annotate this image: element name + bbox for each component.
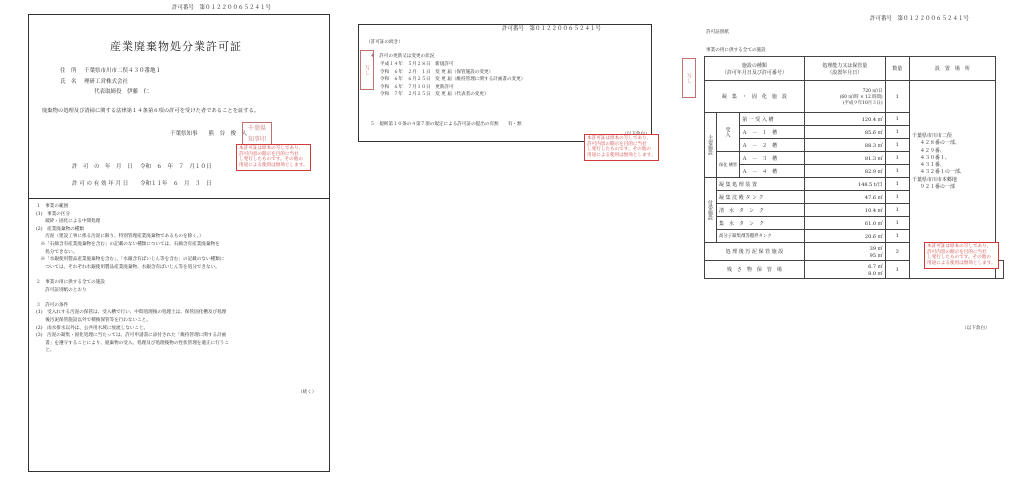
aux-capacity: 47.6 ㎥: [804, 191, 885, 204]
row-after-capacity: 39 ㎡ 95 ㎥: [804, 243, 885, 261]
page2-cont-title: （許可証の続き）: [366, 40, 403, 45]
address-value: 千葉県市川市二俣４３０番地１: [84, 68, 162, 74]
page3-end-note: （以下余白）: [962, 326, 990, 331]
copy-notice-stamp: 本許可証は原本の写しであり、 許可内容の開示を目的に当社 し発行したものです。その他の 用途による使用は無効とします。: [924, 242, 999, 269]
row-after-treatment: 処 理 後 汚 泥 保 管 施 設: [705, 243, 805, 261]
aux-capacity: 148.5 t/日: [804, 178, 885, 191]
condition-line: [36, 295, 229, 303]
valid-date: 令和１１年 ６ 月 ３ 日: [140, 181, 212, 187]
aux-capacity: 61.0 ㎥: [804, 217, 885, 230]
history-title: ４ 許可の更新又は変更の状況: [370, 54, 435, 59]
condition-line: 許可証別紙のとおり: [36, 287, 87, 293]
group-aux: 付帯施設: [705, 178, 717, 243]
row-main-capacity: 720 ㎥/日 (60 ㎥/時 × 12 時間) (平成９年10月３日): [804, 81, 885, 113]
condition-line: ついては、それぞれ水銀使用製品産業廃棄物、水銀含有ばいじん等を処分できない。: [36, 264, 220, 270]
tank-count: 1: [885, 139, 909, 152]
address-label: 住 所: [60, 68, 77, 74]
aux-name: 凝 集 処 理 装 置: [717, 178, 805, 191]
tank-count: 1: [885, 165, 909, 178]
location-line: ９２１番の一部: [919, 183, 955, 190]
history-item: 令和 ７年 ２月２５日 変 更 届（代表者の変更）: [380, 92, 489, 97]
col-count: 数量: [885, 57, 909, 81]
location-line: ４３１番、: [919, 162, 945, 168]
tank-capacity: 85.6 ㎥: [804, 126, 885, 139]
page2-seal: 写し: [360, 50, 374, 90]
tank-name: Ａ － ２ 槽: [740, 139, 805, 152]
tank-count: 1: [885, 152, 909, 165]
condition-line: (1) 受入れする汚泥の保管は、受入槽で行い、中間処理後の処理土は、保管固化槽及び処理: [36, 310, 227, 316]
permit-date-label: 許 可 の 年 月 日: [72, 164, 133, 170]
location-line: ４３２番１の一部、: [919, 169, 965, 176]
condition-line: 処分できない。: [36, 249, 78, 255]
item-5: ５ 規則第１０条の４第７項の規定による許可証の提出の有無 有・無: [370, 122, 522, 127]
condition-line: 書」を遵守することにより、廃棄物の受入、処理及び処理後物の性状管理を適正に行うこ: [36, 340, 229, 346]
aux-name: 清 水 タ ン ク: [717, 204, 805, 217]
tank-capacity: 120.4 ㎥: [804, 113, 885, 126]
location-line: ４３０番１、: [919, 154, 950, 161]
page3-permit-number: 許可番号 第０１２２００６５２４１号: [870, 16, 970, 22]
history-list: [380, 62, 525, 100]
row-main-facility: 凝 集 ・ 固 化 施 設: [705, 81, 805, 113]
condition-line: 後汚泥保管施設以外で積換保管等を行わないこと。: [36, 317, 151, 323]
condition-line: (2) 雨水排水以外は、公共用水域に放流しないこと。: [36, 325, 149, 331]
condition-line: (1) 事業の区分: [36, 211, 71, 217]
row-residue-count: 1: [885, 261, 909, 279]
tank-name: Ａ － ４ 槽: [740, 165, 805, 178]
aux-count: 1: [885, 191, 909, 204]
permit-page-2: [358, 14, 658, 159]
aux-capacity: 20.6 ㎥: [804, 230, 885, 243]
company-name: 理研工営株式会社: [84, 79, 129, 85]
permit-date: 令和 ６ 年 ７ 月１０日: [140, 164, 212, 170]
condition-line: ※「石綿含有産業廃棄物を含む」の記載のない種類については、石綿含有産業廃棄物を: [36, 241, 220, 247]
page3-seal: 写し: [682, 58, 696, 98]
condition-line: と。: [36, 348, 55, 354]
representative: 代表取締役 伊藤 仁: [94, 89, 150, 95]
condition-line: １ 事業の範囲: [36, 204, 69, 209]
col-location: 設 置 場 所: [909, 57, 995, 81]
aux-name: 高分子凝集剤等攪拌タンク: [717, 230, 805, 243]
sub-intake: 受入: [717, 113, 740, 152]
aux-count: 1: [885, 230, 909, 243]
page1-divider: [28, 198, 330, 199]
copy-notice-stamp: 本許可証は原本の写しであり、 許可内容の開示を目的に当社 し発行したものです。その他の 用途による使用は無効とします。: [236, 144, 311, 171]
page3-subheading: 事業の用に供する全ての施設: [706, 48, 766, 53]
tank-count: 1: [885, 126, 909, 139]
history-item: 令和 ６年 ７月１０日 更新許可: [380, 84, 454, 90]
aux-count: 1: [885, 204, 909, 217]
col-capacity: 処理能力又は保管量 （設置年月日）: [804, 57, 885, 81]
aux-count: 1: [885, 217, 909, 230]
condition-line: 汚泥（建設工事に係る汚泥に限り、特別管理産業廃棄物であるものを除く。）: [36, 234, 204, 240]
copy-notice-stamp: 本許可証は原本の写しであり、 許可内容の開示を目的に当社 し発行したものです。その他の 用途による使用は無効とします。: [584, 134, 659, 161]
aux-capacity: 10.4 ㎥: [804, 204, 885, 217]
aux-name: 凝 集 沈 殿 タ ン ク: [717, 191, 805, 204]
name-label: 氏 名: [60, 79, 77, 85]
permit-page-3: [680, 14, 1016, 334]
tank-name: Ａ － ３ 槽: [740, 152, 805, 165]
aux-name: 集 水 タ ン ク: [717, 217, 805, 230]
tank-capacity: 81.3 ㎥: [804, 152, 885, 165]
sub-solid: 保化 槽管: [717, 152, 740, 178]
page1-permit-number: 許可番号 第０１２２００６５２４１号: [172, 5, 272, 11]
group-main: 主要施設: [705, 113, 717, 178]
condition-line: (2) 産業廃棄物の種類: [36, 226, 84, 232]
tank-capacity: 88.3 ㎥: [804, 139, 885, 152]
valid-date-label: 許 可 の 有 効 年 月 日: [72, 181, 129, 187]
col-facility: 施設の種類 （許可年月日及び許可番号）: [705, 57, 805, 81]
page3-heading: 許可証別紙: [706, 30, 729, 35]
permit-statement: 廃棄物の処理及び清掃に関する法律第１４条第６項の許可を受けた者であることを証する。: [42, 108, 260, 114]
continued-note: （続く）: [298, 390, 317, 395]
tank-name: Ａ － １ 槽: [740, 126, 805, 139]
history-item: 令和 ６年 ６月２５日 変 更 届（維持管理に関する計画書の変更）: [380, 77, 526, 82]
history-item: 平成１４年 ５月２８日 新規許可: [380, 62, 454, 67]
permit-page-1: [28, 4, 330, 474]
tank-capacity: 82.9 ㎥: [804, 165, 885, 178]
condition-line: 破砕・固化による中間処理: [36, 219, 101, 225]
location-line: ４２９番、: [919, 147, 945, 154]
condition-line: [36, 272, 229, 280]
condition-line: ３ 許可の条件: [36, 302, 69, 308]
history-item: 令和 ６年 ２月 １日 変 更 届（保管施設の変更）: [380, 69, 494, 75]
location-line: 千葉県市川市二俣: [911, 133, 952, 139]
tank-name: 第 一 受 入 槽: [740, 113, 805, 126]
row-residue-capacity: 6.7 ㎡ 8.0 ㎥: [804, 261, 885, 279]
location-line: 千葉県市川市本郷地: [911, 176, 957, 183]
tank-count: 1: [885, 113, 909, 126]
row-residue: 残 さ 物 保 管 場: [705, 261, 805, 279]
location-line: ４２８番の一部、: [919, 140, 960, 147]
condition-line: ※「水銀使用製品産業廃棄物を含む」、「水銀含有ばいじん等を含む」の記載のない種類に: [36, 257, 225, 263]
governor-seal: 千葉県 知事印: [242, 122, 272, 146]
governor-name: 千葉県知事 熊 谷 俊 人: [170, 131, 248, 137]
page2-permit-number: 許可番号 第０１２２００６５２４１号: [502, 26, 602, 32]
conditions-block: [36, 204, 229, 356]
condition-line: (3) 汚泥の凝集・固化処理に当たっては、許可申請書に添付された「維持管理に関する計画: [36, 333, 227, 339]
row-after-count: 3: [885, 243, 909, 261]
row-main-count: 1: [885, 81, 909, 113]
aux-count: 1: [885, 178, 909, 191]
page1-title: 産業廃棄物処分業許可証: [110, 40, 242, 53]
condition-line: ２ 事業の用に供する全ての施設: [36, 279, 105, 285]
